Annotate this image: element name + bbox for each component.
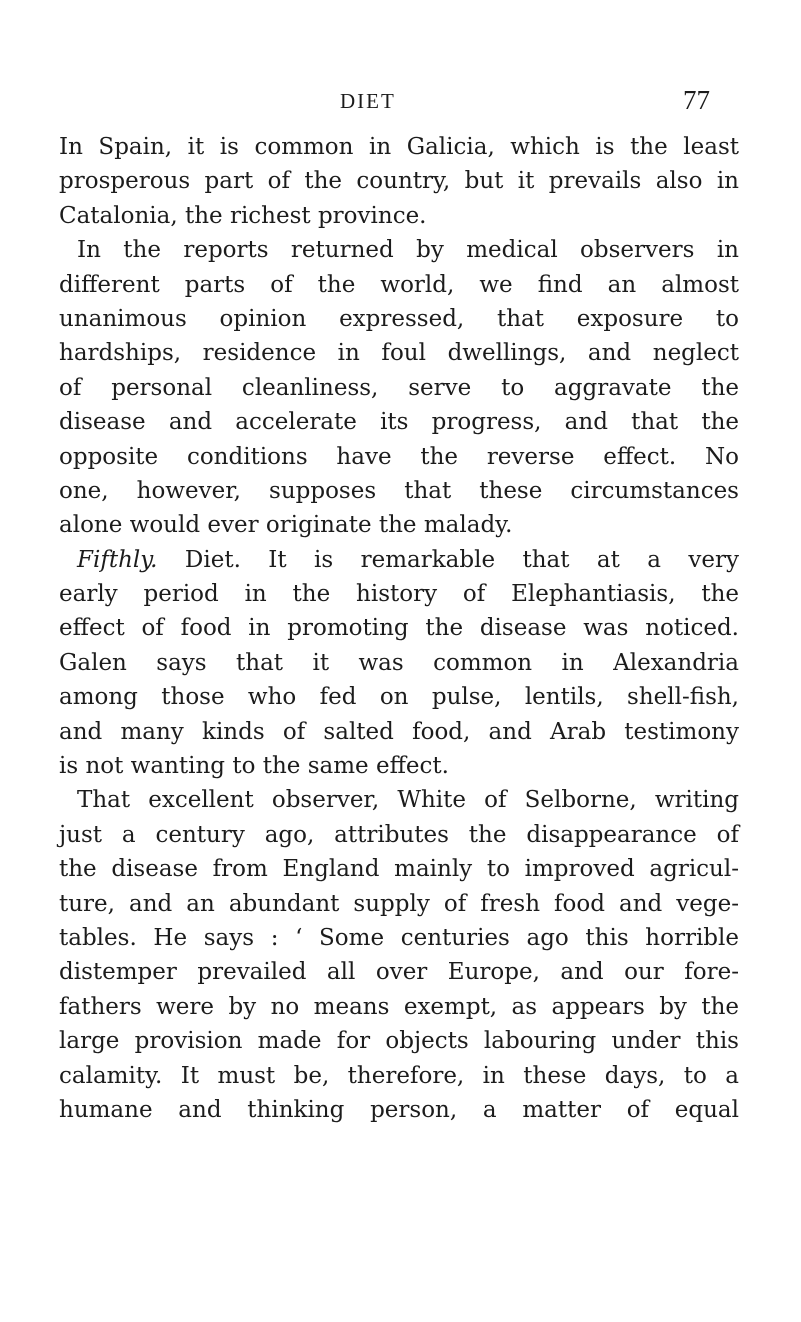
text-line: among those who fed on pulse, lentils, shell-fish, bbox=[59, 684, 739, 711]
text-line: Galen says that it was common in Alexandria bbox=[59, 649, 739, 676]
running-head bbox=[0, 85, 801, 115]
text-line: In Spain, it is common in Galicia, which is the least bbox=[59, 134, 739, 160]
text-line: humane and thinking person, a matter of equal bbox=[59, 1096, 739, 1123]
text-line bbox=[59, 543, 739, 577]
text-line: tables. He says : ‘ Some centuries ago this horrible bbox=[59, 924, 739, 951]
text-line: opposite conditions have the reverse effect. No bbox=[59, 443, 739, 470]
text-line: of personal cleanliness, serve to aggravate the bbox=[59, 374, 739, 401]
text-line: effect of food in promoting the disease was noticed. bbox=[59, 615, 739, 642]
text-line: distemper prevailed all over Europe, and our fore- bbox=[59, 959, 739, 986]
text-line: hardships, residence in foul dwellings, and neglect bbox=[59, 340, 739, 367]
paragraph-fifthly-diet bbox=[59, 543, 739, 784]
text-line-remainder: Diet. It is remarkable that at a very bbox=[157, 546, 739, 573]
text-line: That excellent observer, White of Selborne, writing bbox=[77, 787, 739, 814]
text-line: and many kinds of salted food, and Arab testimony bbox=[59, 718, 739, 745]
running-head-title: DIET bbox=[340, 89, 396, 113]
text-line: calamity. It must be, therefore, in these days, to a bbox=[59, 1062, 739, 1089]
text-line: alone would ever originate the malady. bbox=[59, 512, 513, 539]
text-line: large provision made for objects labouring under this bbox=[59, 1028, 739, 1055]
text-line: In the reports returned by medical observers in bbox=[77, 237, 739, 264]
text-line: the disease from England mainly to improved agricul- bbox=[59, 856, 739, 883]
paragraph-spain bbox=[59, 130, 739, 233]
text-line: Catalonia, the richest province. bbox=[59, 202, 427, 229]
text-line: prosperous part of the country, but it prevails also in bbox=[59, 168, 739, 195]
paragraph-medical-reports bbox=[59, 233, 739, 543]
text-line: one, however, supposes that these circumstances bbox=[59, 477, 739, 504]
text-line: just a century ago, attributes the disappearance of bbox=[59, 821, 739, 848]
text-line: ture, and an abundant supply of fresh food and vege- bbox=[59, 890, 739, 917]
page-number: 77 bbox=[683, 85, 710, 115]
text-line: different parts of the world, we find an almost bbox=[59, 271, 739, 298]
section-lead: Fifthly. bbox=[77, 546, 158, 573]
text-line: early period in the history of Elephantiasis, the bbox=[59, 581, 739, 608]
text-line: unanimous opinion expressed, that exposure to bbox=[59, 305, 739, 332]
text-line: is not wanting to the same effect. bbox=[59, 753, 449, 780]
text-line: fathers were by no means exempt, as appears by the bbox=[59, 993, 739, 1020]
paragraph-white-of-selborne bbox=[59, 783, 739, 1127]
body-text bbox=[59, 130, 739, 1127]
text-line: disease and accelerate its progress, and that the bbox=[59, 409, 739, 436]
